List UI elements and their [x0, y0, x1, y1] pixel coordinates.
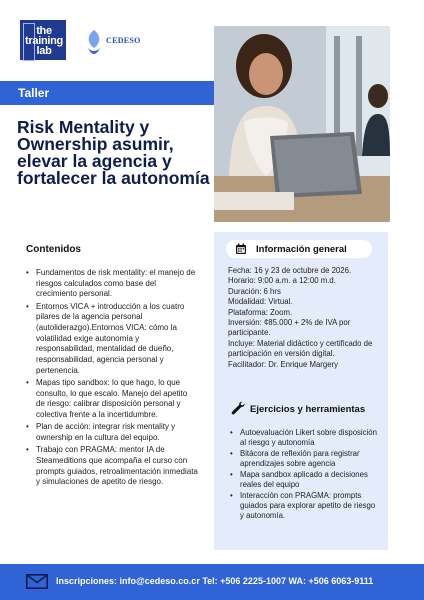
- course-type-tag: [0, 81, 214, 105]
- list-item: • Fundamentos de risk mentality: el manejo de riesgos calculados como base del crecimiento personal.: [26, 268, 198, 300]
- info-line: Inversión: ¢85.000 + 2% de IVA por participante.: [228, 318, 351, 338]
- course-type-label: Taller: [18, 86, 50, 100]
- info-line: Plataforma: Zoom.: [228, 307, 293, 317]
- info-line: Horario: 9:00 a.m. a 12:00 m.d.: [228, 276, 336, 286]
- info-details: [228, 266, 380, 370]
- tools-heading: Ejercicios y herramientas: [250, 404, 366, 415]
- training-lab-logo: [18, 18, 68, 62]
- info-line: Facilitador: Dr. Enrique Margery: [228, 359, 339, 369]
- info-line: Fecha: 16 y 23 de octubre de 2026.: [228, 266, 352, 275]
- list-item: • Interacción con PRAGMA: prompts guiados para explorar apetito de riesgo y autonomía.: [230, 491, 380, 520]
- wrench-icon: [231, 401, 246, 415]
- info-heading-pill: [226, 240, 372, 258]
- course-title: Risk Mentality y Ownership asumir, elevar la agencia y fortalecer la autonomía: [17, 117, 210, 188]
- cedeso-logo-text: CEDESO: [106, 36, 141, 45]
- list-item: • Mapa sandbox aplicado a decisiones reales del equipo: [230, 470, 380, 490]
- list-item: • Plan de acción: integrar risk mentality y ownership en la cultura del equipo.: [26, 422, 198, 443]
- hero-photo: [214, 26, 390, 222]
- list-item: • Trabajo con PRAGMA: mentor IA de Steameditions que acompaña el curso con prompts guiados, retroalimentación inmediata y simulaciones de apetito de riesgo.: [26, 445, 198, 488]
- tools-heading-row: [226, 398, 376, 418]
- envelope-icon: [26, 574, 48, 589]
- info-heading: Información general: [256, 244, 347, 255]
- contenidos-list: [26, 268, 198, 490]
- calendar-icon: [235, 243, 247, 255]
- cedeso-mark-icon: [82, 26, 106, 60]
- info-line: Modalidad: Virtual.: [228, 297, 293, 307]
- contenidos-heading: Contenidos: [26, 244, 81, 255]
- cedeso-logo: [82, 26, 142, 60]
- list-item: • Autoevaluación Likert sobre disposición al riesgo y autonomía: [230, 428, 380, 448]
- footer-contact: Inscripciones: info@cedeso.co.cr Tel: +506 2225-1007 WA: +506 6063-9111: [56, 576, 374, 586]
- info-line: Duración: 6 hrs: [228, 286, 281, 296]
- list-item: • Entornos VICA + introducción a los cuatro pilares de la agencia personal (autoliderazgo).Entornos VICA: cómo la volatilidad exige autonomía y responsabilidad, mentalidad de dueño, responsabilidad, agencia personal y pertenencia.: [26, 302, 198, 377]
- footer-bar: [0, 564, 424, 600]
- list-item: • Mapas tipo sandbox: lo que hago, lo que consulto, lo que escalo. Manejo del apetito de riesgo: calibrar disposición personal y colectiva frente a la incertidumbre.: [26, 378, 198, 421]
- list-item: • Bitácora de reflexión para registrar aprendizajes sobre agencia: [230, 449, 380, 469]
- tools-list: [230, 428, 380, 522]
- training-lab-logo-text: the training lab: [25, 25, 63, 57]
- info-line: Incluye: Material didáctico y certificado de participación en versión digital.: [228, 338, 373, 359]
